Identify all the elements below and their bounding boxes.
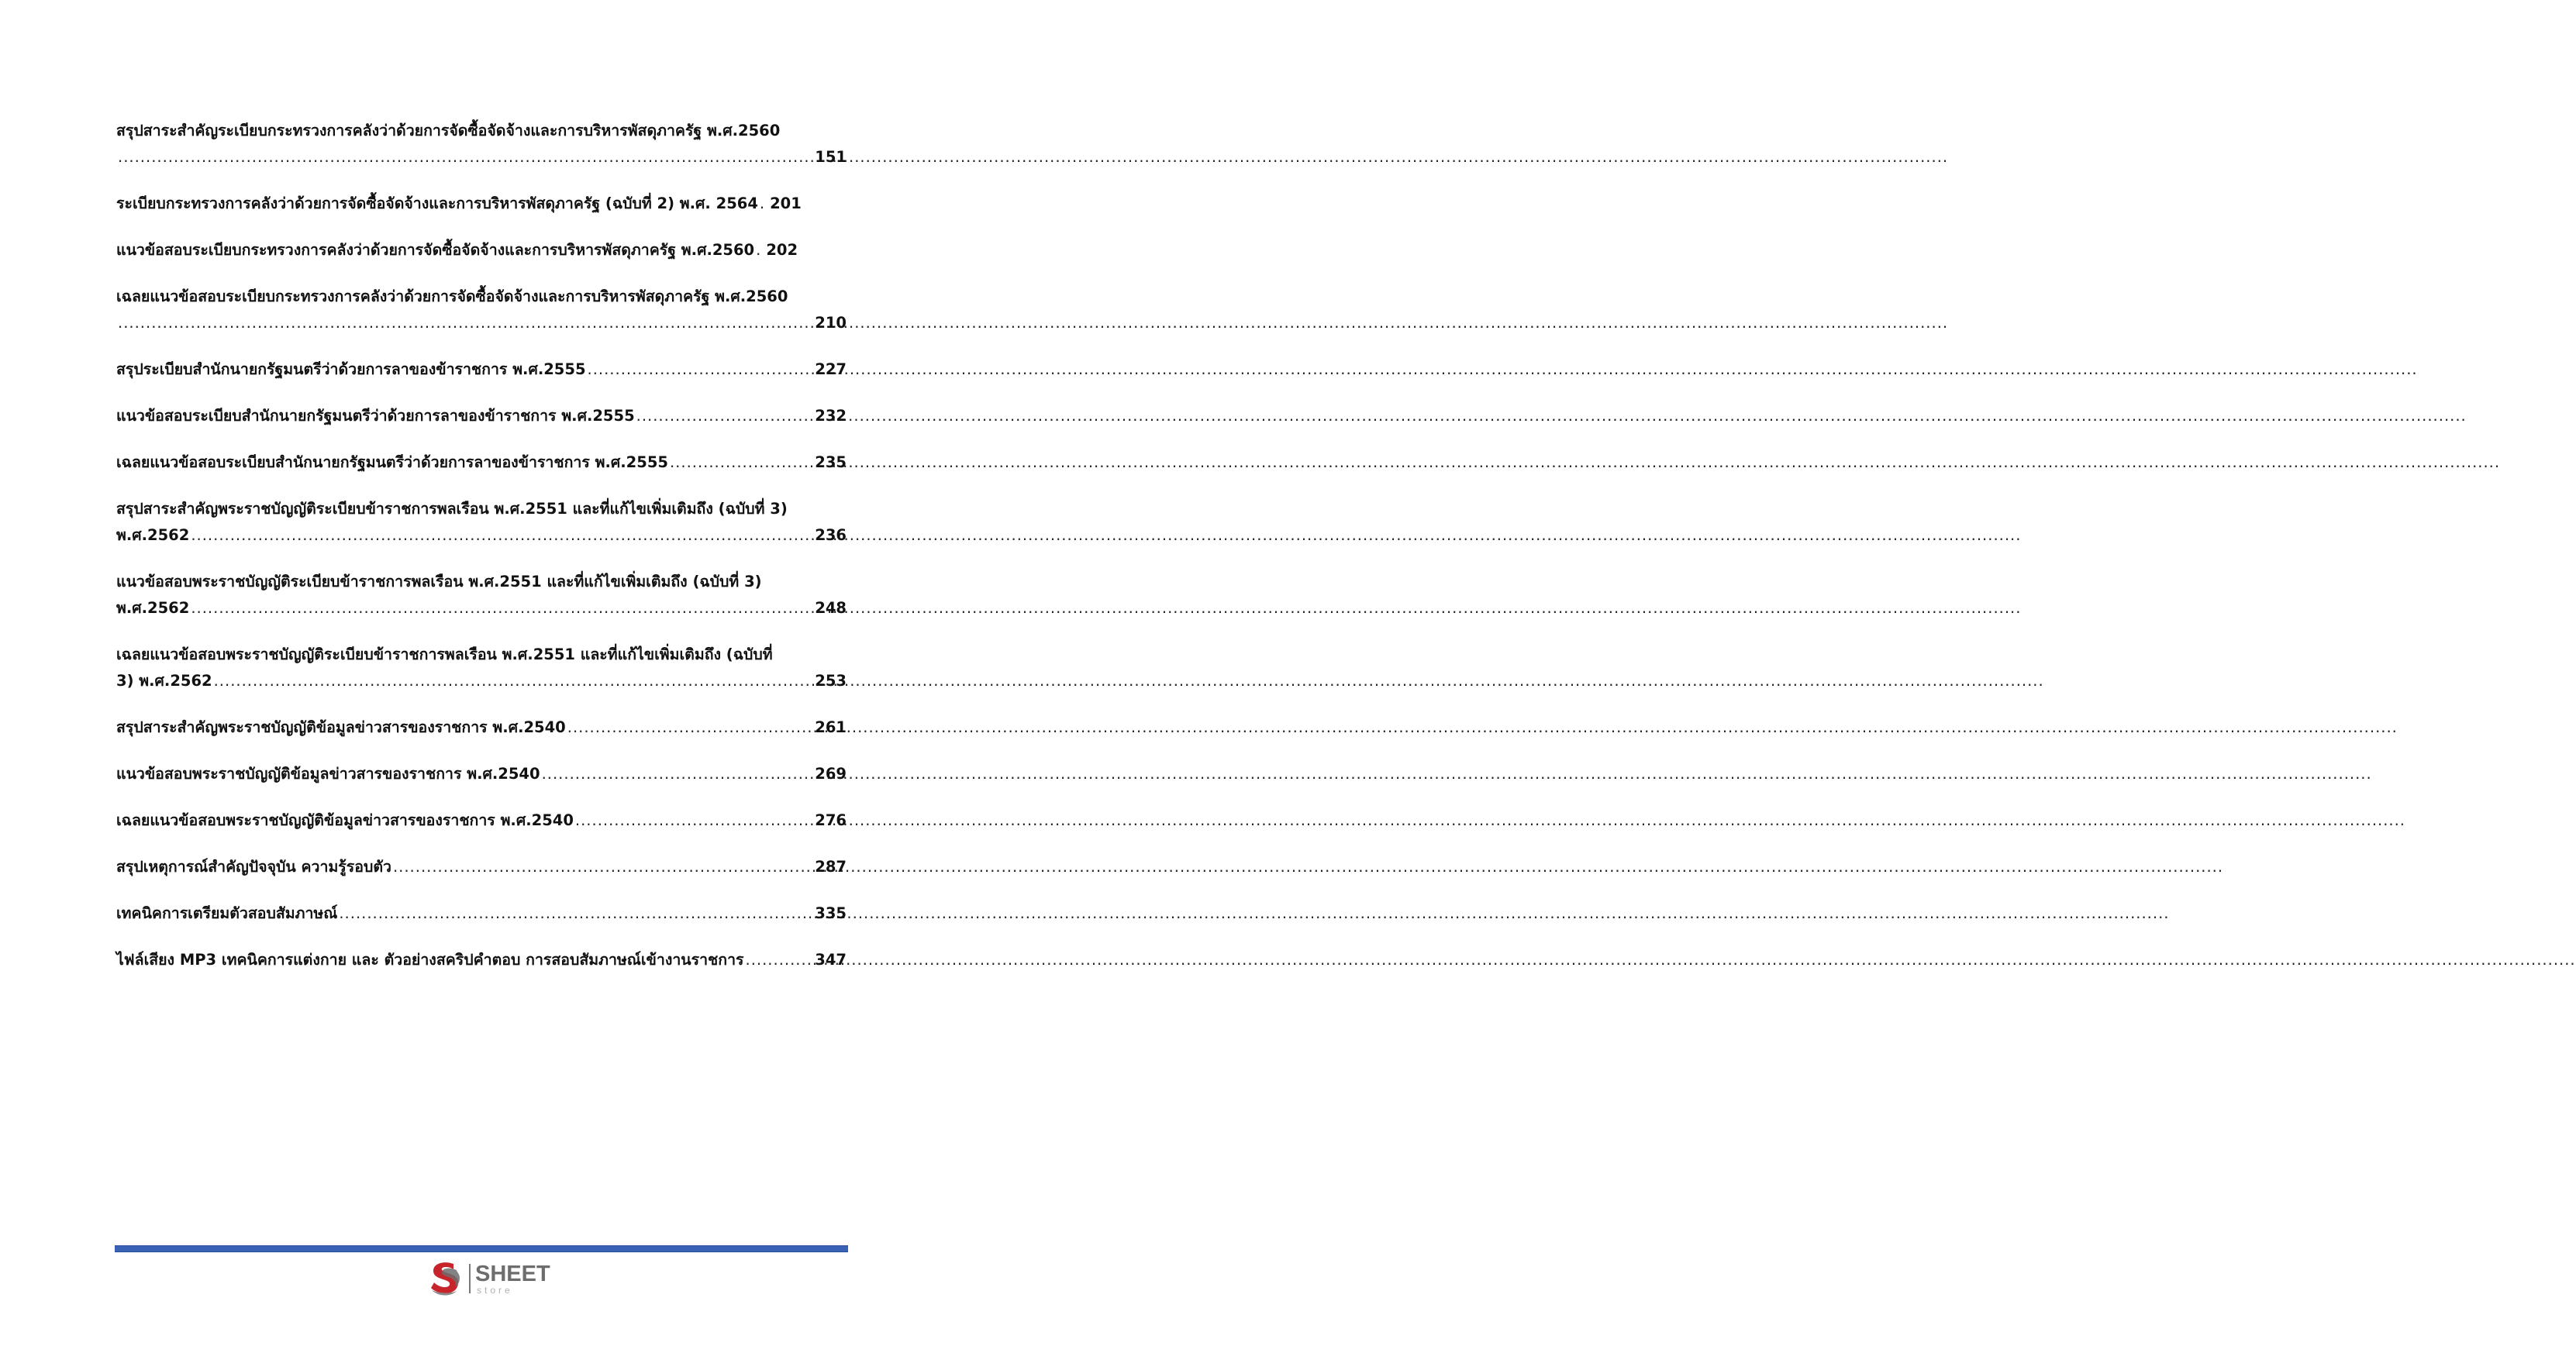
toc-entry-title: แนวข้อสอบพระราชบัญญัติข้อมูลข่าวสารของราชการ พ.ศ.2540 <box>116 765 540 783</box>
toc-entry[interactable] <box>116 284 847 336</box>
dot-leader <box>566 714 812 741</box>
dot-leader <box>758 191 767 217</box>
toc-entry[interactable] <box>116 947 847 973</box>
dot-leader <box>391 854 812 880</box>
sheet-store-s-icon <box>427 1259 463 1298</box>
toc-entry[interactable] <box>116 403 847 429</box>
toc-entry-page: 261 <box>815 718 847 736</box>
toc-entry-title: เทคนิคการเตรียมตัวสอบสัมภาษณ์ <box>116 904 338 922</box>
toc-entry-line <box>116 237 847 263</box>
toc-entry[interactable] <box>116 496 847 549</box>
toc-entry-page: 201 <box>770 195 802 212</box>
toc-entry-page: 151 <box>815 148 847 166</box>
toc-entry-line <box>116 403 847 429</box>
toc-entry-page: 253 <box>815 672 847 690</box>
toc-entry-title: เฉลยแนวข้อสอบพระราชบัญญัติระเบียบข้าราชการพลเรือน พ.ศ.2551 และที่แก้ไขเพิ่มเติมถึง (ฉบับที่ <box>116 646 773 663</box>
logo-wordmark <box>475 1263 550 1295</box>
toc-entry[interactable] <box>116 714 847 741</box>
dot-leader <box>189 522 812 549</box>
toc-entry-line <box>116 449 847 476</box>
dot-leader <box>540 761 812 787</box>
toc-entry-title-cont: 3) พ.ศ.2562 <box>116 672 212 690</box>
table-of-contents <box>116 118 847 993</box>
toc-entry-page: 202 <box>766 241 798 259</box>
toc-entry-title: แนวข้อสอบระเบียบกระทรวงการคลังว่าด้วยการจัดซื้อจัดจ้างและการบริหารพัสดุภาครัฐ พ.ศ.2560 <box>116 241 755 259</box>
toc-entry-title: เฉลยแนวข้อสอบระเบียบสำนักนายกรัฐมนตรีว่าด้วยการลาของข้าราชการ พ.ศ.2555 <box>116 453 668 471</box>
toc-entry-page: 276 <box>815 811 847 829</box>
toc-entry[interactable] <box>116 191 847 217</box>
toc-entry-page: 248 <box>815 599 847 617</box>
toc-entry-page: 232 <box>815 407 847 425</box>
toc-entry-line <box>116 522 847 549</box>
logo-divider <box>469 1264 471 1293</box>
dot-leader <box>212 668 812 694</box>
toc-entry-title: สรุปสาระสำคัญพระราชบัญญัติระเบียบข้าราชการพลเรือน พ.ศ.2551 และที่แก้ไขเพิ่มเติมถึง (ฉบับที่ 3) <box>116 500 788 518</box>
toc-entry-page: 227 <box>815 360 847 378</box>
toc-entry-page: 287 <box>815 858 847 876</box>
dot-leader <box>116 144 812 170</box>
toc-entry[interactable] <box>116 118 847 170</box>
toc-entry-line <box>116 356 847 383</box>
toc-entry[interactable] <box>116 569 847 621</box>
dot-leader <box>116 310 812 336</box>
toc-entry-page: 269 <box>815 765 847 783</box>
toc-entry-page: 235 <box>815 453 847 471</box>
toc-entry-title: สรุปเหตุการณ์สำคัญปัจจุบัน ความรู้รอบตัว <box>116 858 391 876</box>
toc-entry[interactable] <box>116 237 847 263</box>
toc-entry-line <box>116 761 847 787</box>
toc-entry-title: สรุประเบียบสำนักนายกรัฐมนตรีว่าด้วยการลาของข้าราชการ พ.ศ.2555 <box>116 360 586 378</box>
toc-entry-title-cont: พ.ศ.2562 <box>116 526 190 544</box>
dot-leader <box>635 403 812 429</box>
toc-entry-title: แนวข้อสอบพระราชบัญญัติระเบียบข้าราชการพลเรือน พ.ศ.2551 และที่แก้ไขเพิ่มเติมถึง (ฉบับที่ 3) <box>116 573 762 590</box>
toc-entry-title: ระเบียบกระทรวงการคลังว่าด้วยการจัดซื้อจัดจ้างและการบริหารพัสดุภาครัฐ (ฉบับที่ 2) พ.ศ. 2564 <box>116 195 758 212</box>
toc-entry-line <box>116 191 847 217</box>
toc-entry-title: เฉลยแนวข้อสอบพระราชบัญญัติข้อมูลข่าวสารของราชการ พ.ศ.2540 <box>116 811 574 829</box>
toc-entry[interactable] <box>116 900 847 927</box>
toc-entry-page: 347 <box>815 951 847 969</box>
toc-entry-line <box>116 310 847 336</box>
toc-entry-title: สรุปสาระสำคัญระเบียบกระทรวงการคลังว่าด้วยการจัดซื้อจัดจ้างและการบริหารพัสดุภาครัฐ พ.ศ.2560 <box>116 122 781 139</box>
sheet-store-logo <box>427 1257 550 1300</box>
toc-entry-line <box>116 947 847 973</box>
toc-entry-line <box>116 714 847 741</box>
toc-entry[interactable] <box>116 854 847 880</box>
dot-leader <box>586 356 812 383</box>
toc-entry-page: 335 <box>815 904 847 922</box>
logo-sub-text: store <box>477 1284 513 1296</box>
toc-entry[interactable] <box>116 807 847 834</box>
toc-entry-title: แนวข้อสอบระเบียบสำนักนายกรัฐมนตรีว่าด้วยการลาของข้าราชการ พ.ศ.2555 <box>116 407 635 425</box>
toc-entry-line <box>116 900 847 927</box>
toc-entry-page: 236 <box>815 526 847 544</box>
dot-leader <box>189 595 812 621</box>
dot-leader <box>668 449 812 476</box>
toc-entry[interactable] <box>116 761 847 787</box>
footer-rule <box>115 1245 848 1252</box>
toc-entry-title: สรุปสาระสำคัญพระราชบัญญัติข้อมูลข่าวสารของราชการ พ.ศ.2540 <box>116 718 566 736</box>
toc-entry[interactable] <box>116 642 847 694</box>
dot-leader <box>574 807 812 834</box>
toc-entry-title-cont: พ.ศ.2562 <box>116 599 190 617</box>
toc-entry-line <box>116 807 847 834</box>
toc-entry-title: ไฟล์เสียง MP3 เทคนิคการแต่งกาย และ ตัวอย่างสคริปคำตอบ การสอบสัมภาษณ์เข้างานราชการ <box>116 951 744 969</box>
toc-entry-line <box>116 854 847 880</box>
toc-entry-line <box>116 668 847 694</box>
dot-leader <box>744 947 812 973</box>
logo-main-text: SHEET <box>475 1261 550 1286</box>
toc-entry-line <box>116 144 847 170</box>
toc-entry-page: 210 <box>815 314 847 332</box>
dot-leader <box>337 900 812 927</box>
toc-entry[interactable] <box>116 356 847 383</box>
toc-entry-line <box>116 595 847 621</box>
dot-leader <box>754 237 763 263</box>
toc-entry-title: เฉลยแนวข้อสอบระเบียบกระทรวงการคลังว่าด้วยการจัดซื้อจัดจ้างและการบริหารพัสดุภาครัฐ พ.ศ.2560 <box>116 287 788 305</box>
toc-entry[interactable] <box>116 449 847 476</box>
